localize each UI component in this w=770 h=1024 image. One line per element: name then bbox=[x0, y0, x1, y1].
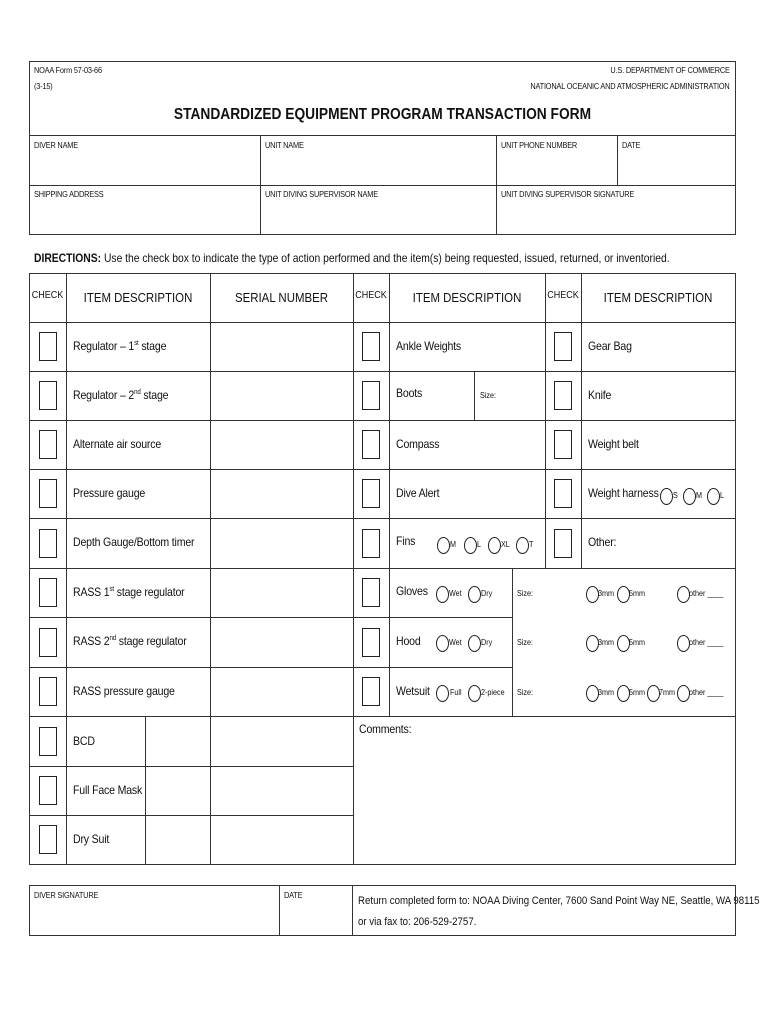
checkbox-dry-suit[interactable] bbox=[39, 825, 57, 854]
administration-name: NATIONAL OCEANIC AND ATMOSPHERIC ADMINISTRATION bbox=[530, 82, 730, 91]
item-depth-gauge: Depth Gauge/Bottom timer bbox=[73, 535, 195, 549]
checkbox-fins[interactable] bbox=[362, 529, 380, 558]
supervisor-signature-field[interactable]: UNIT DIVING SUPERVISOR SIGNATURE bbox=[501, 190, 635, 199]
date-field[interactable]: DATE bbox=[622, 141, 641, 150]
fins-size-l-label: L bbox=[477, 540, 482, 549]
hood-5mm-label: 5mm bbox=[629, 638, 646, 647]
hood-other-label: other ____ bbox=[689, 638, 724, 647]
checkbox-knife[interactable] bbox=[554, 381, 572, 410]
checkbox-regulator-1st[interactable] bbox=[39, 332, 57, 361]
unit-phone-field[interactable]: UNIT PHONE NUMBER bbox=[501, 141, 578, 150]
diver-signature-field[interactable]: DIVER SIGNATURE bbox=[34, 891, 99, 900]
boots-size-label: Size: bbox=[480, 391, 497, 400]
checkbox-other[interactable] bbox=[554, 529, 572, 558]
diver-name-field[interactable]: DIVER NAME bbox=[34, 141, 78, 150]
unit-name-field[interactable]: UNIT NAME bbox=[265, 141, 304, 150]
item-ankle-weights: Ankle Weights bbox=[396, 339, 462, 353]
item-full-face-mask: Full Face Mask bbox=[73, 783, 143, 797]
gloves-dry-radio[interactable] bbox=[468, 586, 481, 603]
wetsuit-2piece-label: 2-piece bbox=[481, 688, 505, 697]
harness-size-s-label: S bbox=[673, 491, 678, 500]
gloves-wet-radio[interactable] bbox=[436, 586, 449, 603]
header-item-description-3: ITEM DESCRIPTION bbox=[603, 290, 713, 305]
gloves-dry-label: Dry bbox=[481, 589, 493, 598]
checkbox-rass-2nd[interactable] bbox=[39, 628, 57, 657]
wetsuit-full-radio[interactable] bbox=[436, 685, 449, 702]
item-weight-belt: Weight belt bbox=[588, 437, 639, 451]
hood-wet-radio[interactable] bbox=[436, 635, 449, 652]
checkbox-dive-alert[interactable] bbox=[362, 479, 380, 508]
header-serial-number: SERIAL NUMBER bbox=[234, 290, 329, 305]
item-boots: Boots bbox=[396, 386, 423, 400]
checkbox-ankle-weights[interactable] bbox=[362, 332, 380, 361]
item-gear-bag: Gear Bag bbox=[588, 339, 632, 353]
fins-size-m-radio[interactable] bbox=[437, 537, 450, 554]
item-dive-alert: Dive Alert bbox=[396, 486, 440, 500]
item-rass-2nd: RASS 2nd stage regulator bbox=[73, 634, 187, 648]
item-regulator-2nd: Regulator – 2nd stage bbox=[73, 388, 169, 402]
wetsuit-size-label: Size: bbox=[517, 688, 534, 697]
item-bcd: BCD bbox=[73, 734, 95, 748]
checkbox-hood[interactable] bbox=[362, 628, 380, 657]
form-title: STANDARDIZED EQUIPMENT PROGRAM TRANSACTION FORM bbox=[173, 106, 592, 123]
item-rass-1st: RASS 1st stage regulator bbox=[73, 585, 185, 599]
checkbox-rass-1st[interactable] bbox=[39, 578, 57, 607]
directions bbox=[34, 251, 670, 265]
item-knife: Knife bbox=[588, 388, 612, 402]
harness-size-m-label: M bbox=[696, 491, 703, 500]
wetsuit-7mm-label: 7mm bbox=[659, 688, 676, 697]
hood-size-label: Size: bbox=[517, 638, 534, 647]
form-revision: (3-15) bbox=[34, 82, 53, 91]
checkbox-weight-harness[interactable] bbox=[554, 479, 572, 508]
directions-text: Use the check box to indicate the type of action performed and the item(s) being requested, issued, returned, or inventoried. bbox=[103, 251, 670, 265]
item-weight-harness: Weight harness bbox=[588, 486, 659, 500]
item-other: Other: bbox=[588, 535, 617, 549]
checkbox-boots[interactable] bbox=[362, 381, 380, 410]
checkbox-gear-bag[interactable] bbox=[554, 332, 572, 361]
fins-size-l-radio[interactable] bbox=[464, 537, 477, 554]
fins-size-xl-radio[interactable] bbox=[488, 537, 501, 554]
header-item-description-1: ITEM DESCRIPTION bbox=[83, 290, 193, 305]
checkbox-wetsuit[interactable] bbox=[362, 677, 380, 706]
checkbox-bcd[interactable] bbox=[39, 727, 57, 756]
harness-size-m-radio[interactable] bbox=[683, 488, 696, 505]
fins-size-t-radio[interactable] bbox=[516, 537, 529, 554]
harness-size-s-radio[interactable] bbox=[660, 488, 673, 505]
checkbox-rass-pressure-gauge[interactable] bbox=[39, 677, 57, 706]
item-wetsuit: Wetsuit bbox=[396, 684, 430, 698]
return-address-line2: or via fax to: 206-529-2757. bbox=[358, 916, 477, 928]
gloves-5mm-label: 5mm bbox=[629, 589, 646, 598]
item-gloves: Gloves bbox=[396, 584, 428, 598]
checkbox-alternate-air-source[interactable] bbox=[39, 430, 57, 459]
directions-label: DIRECTIONS: bbox=[34, 251, 102, 265]
wetsuit-5mm-label: 5mm bbox=[629, 688, 646, 697]
comments-label: Comments: bbox=[359, 722, 412, 736]
harness-size-l-label: L bbox=[720, 491, 725, 500]
fins-size-m-label: M bbox=[450, 540, 457, 549]
checkbox-regulator-2nd[interactable] bbox=[39, 381, 57, 410]
form-number: NOAA Form 57-03-66 bbox=[34, 66, 102, 75]
item-regulator-1st: Regulator – 1st stage bbox=[73, 339, 167, 353]
item-fins: Fins bbox=[396, 534, 416, 548]
supervisor-name-field[interactable]: UNIT DIVING SUPERVISOR NAME bbox=[265, 190, 378, 199]
item-rass-pressure-gauge: RASS pressure gauge bbox=[73, 684, 175, 698]
gloves-size-label: Size: bbox=[517, 589, 534, 598]
item-alternate-air-source: Alternate air source bbox=[73, 437, 162, 451]
item-pressure-gauge: Pressure gauge bbox=[73, 486, 146, 500]
harness-size-l-radio[interactable] bbox=[707, 488, 720, 505]
fins-size-xl-label: XL bbox=[501, 540, 510, 549]
checkbox-compass[interactable] bbox=[362, 430, 380, 459]
gloves-wet-label: Wet bbox=[449, 589, 462, 598]
hood-dry-radio[interactable] bbox=[468, 635, 481, 652]
header-check-1: CHECK bbox=[31, 290, 64, 301]
hood-3mm-label: 3mm bbox=[598, 638, 615, 647]
checkbox-depth-gauge[interactable] bbox=[39, 529, 57, 558]
hood-dry-label: Dry bbox=[481, 638, 493, 647]
wetsuit-3mm-label: 3mm bbox=[598, 688, 615, 697]
wetsuit-full-label: Full bbox=[450, 688, 462, 697]
wetsuit-other-label: other ____ bbox=[689, 688, 724, 697]
comments-area[interactable] bbox=[355, 740, 733, 862]
checkbox-gloves[interactable] bbox=[362, 578, 380, 607]
shipping-address-field[interactable]: SHIPPING ADDRESS bbox=[34, 190, 104, 199]
item-hood: Hood bbox=[396, 634, 421, 648]
hood-wet-label: Wet bbox=[449, 638, 462, 647]
checkbox-full-face-mask[interactable] bbox=[39, 776, 57, 805]
gloves-other-label: other ____ bbox=[689, 589, 724, 598]
header-item-description-2: ITEM DESCRIPTION bbox=[412, 290, 522, 305]
return-address-line1: Return completed form to: NOAA Diving Center, 7600 Sand Point Way NE, Seattle, WA 98115 bbox=[358, 895, 760, 907]
wetsuit-2piece-radio[interactable] bbox=[468, 685, 481, 702]
fins-size-t-label: T bbox=[529, 540, 534, 549]
gloves-3mm-label: 3mm bbox=[598, 589, 615, 598]
header-check-2: CHECK bbox=[355, 290, 387, 301]
header-check-3: CHECK bbox=[547, 290, 579, 301]
footer-date-field[interactable]: DATE bbox=[284, 891, 303, 900]
checkbox-pressure-gauge[interactable] bbox=[39, 479, 57, 508]
department-name: U.S. DEPARTMENT OF COMMERCE bbox=[610, 66, 730, 75]
item-compass: Compass bbox=[396, 437, 440, 451]
checkbox-weight-belt[interactable] bbox=[554, 430, 572, 459]
item-dry-suit: Dry Suit bbox=[73, 832, 110, 846]
